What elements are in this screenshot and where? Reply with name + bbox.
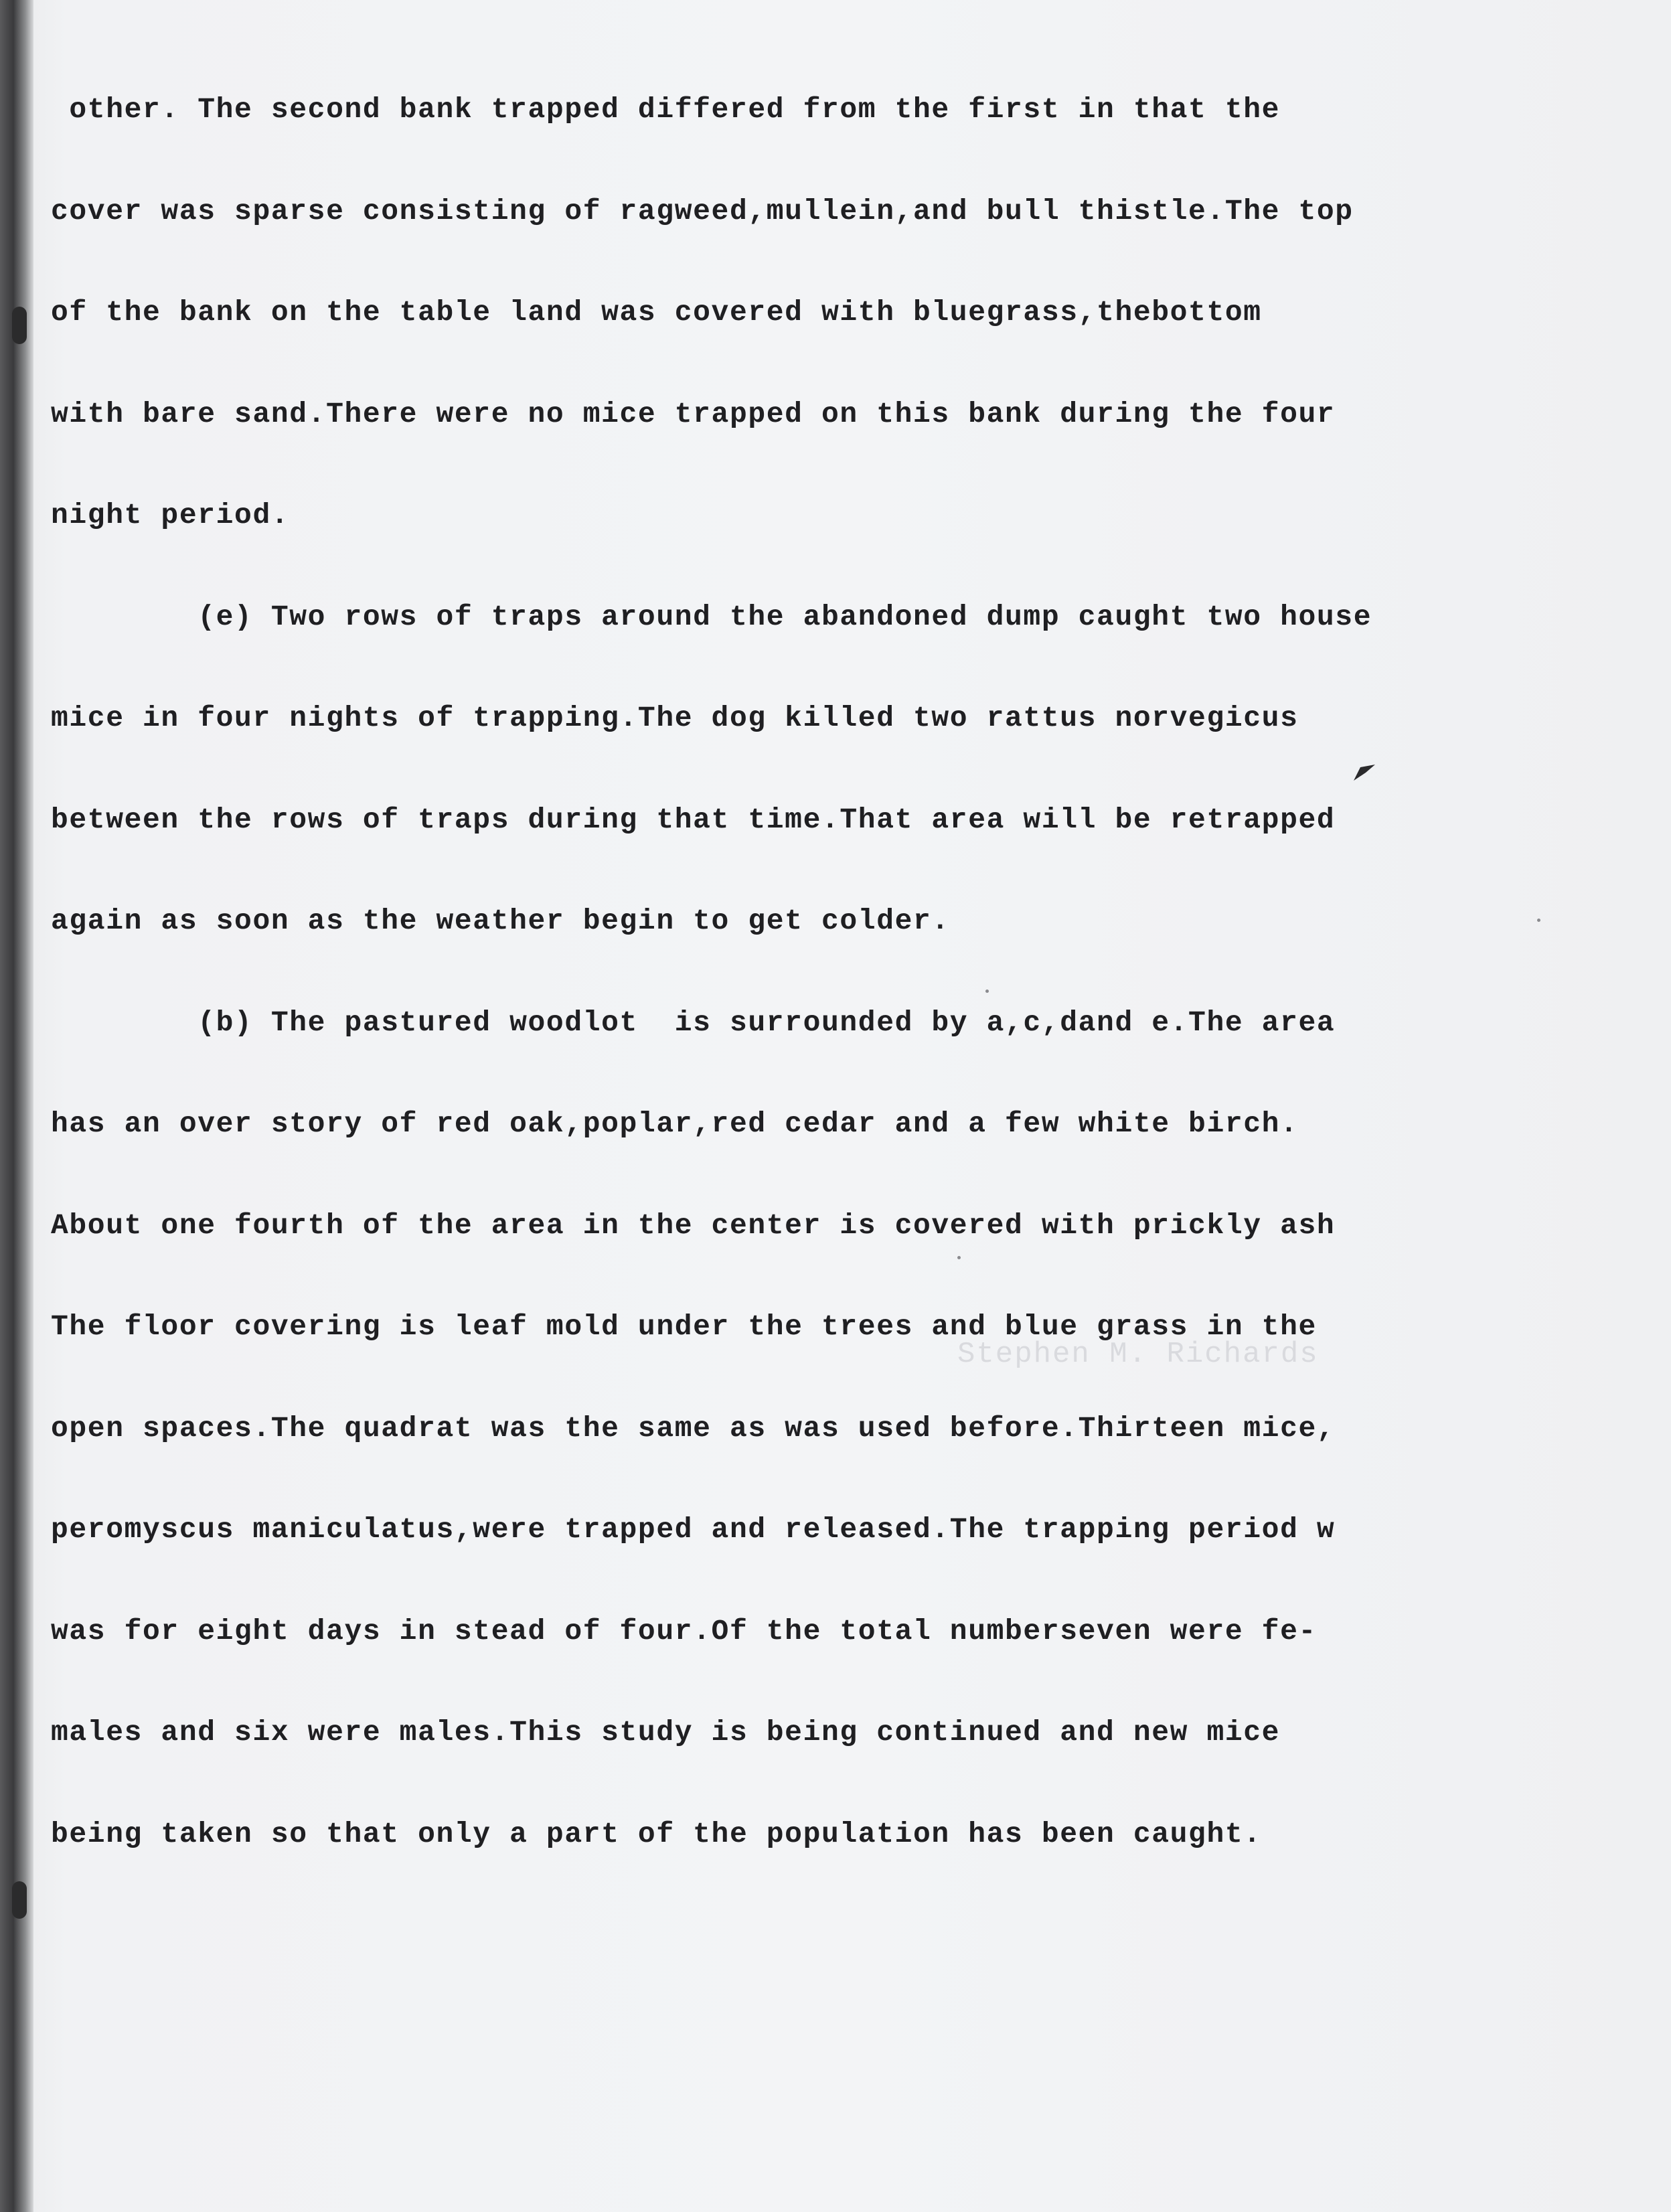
text-line: again as soon as the weather begin to get colder. xyxy=(51,904,950,937)
paper-speck xyxy=(957,1256,961,1259)
text-line: cover was sparse consisting of ragweed,mullein,and bull thistle.The top xyxy=(51,194,1354,228)
text-line: being taken so that only a part of the population has been caught. xyxy=(51,1817,1262,1850)
text-line: males and six were males.This study is being continued and new mice xyxy=(51,1716,1281,1749)
text-line: open spaces.The quadrat was the same as was used before.Thirteen mice, xyxy=(51,1411,1336,1445)
ink-mark xyxy=(1351,763,1378,783)
text-line: of the bank on the table land was covered with bluegrass,thebottom xyxy=(51,296,1262,329)
faint-signature: Stephen M. Richards xyxy=(957,1338,1319,1371)
text-line: peromyscus maniculatus,were trapped and released.The trapping period w xyxy=(51,1513,1336,1546)
text-line: The floor covering is leaf mold under the trees and blue grass in the xyxy=(51,1310,1317,1343)
paper-speck xyxy=(985,990,989,993)
binding-hole-bottom xyxy=(12,1881,27,1919)
text-line: night period. xyxy=(51,499,290,532)
typed-text-block xyxy=(51,25,1497,1919)
text-line: mice in four nights of trapping.The dog killed two rattus norvegicus xyxy=(51,702,1299,734)
text-line: (e) Two rows of traps around the abandoned dump caught two house xyxy=(51,600,1372,633)
text-line: between the rows of traps during that time.That area will be retrapped xyxy=(51,803,1336,836)
text-line: was for eight days in stead of four.Of the total numberseven were fe- xyxy=(51,1614,1317,1648)
paper-speck xyxy=(1537,919,1540,922)
binding-edge xyxy=(0,0,33,2212)
binding-hole-top xyxy=(12,307,27,344)
text-line: (b) The pastured woodlot is surrounded by a,c,dand e.The area xyxy=(51,1006,1336,1039)
text-line: other. The second bank trapped differed from the first in that the xyxy=(51,93,1281,126)
text-line: has an over story of red oak,poplar,red cedar and a few white birch. xyxy=(51,1107,1299,1140)
text-line: with bare sand.There were no mice trapped on this bank during the four xyxy=(51,397,1336,430)
text-line: About one fourth of the area in the center is covered with prickly ash xyxy=(51,1208,1336,1242)
